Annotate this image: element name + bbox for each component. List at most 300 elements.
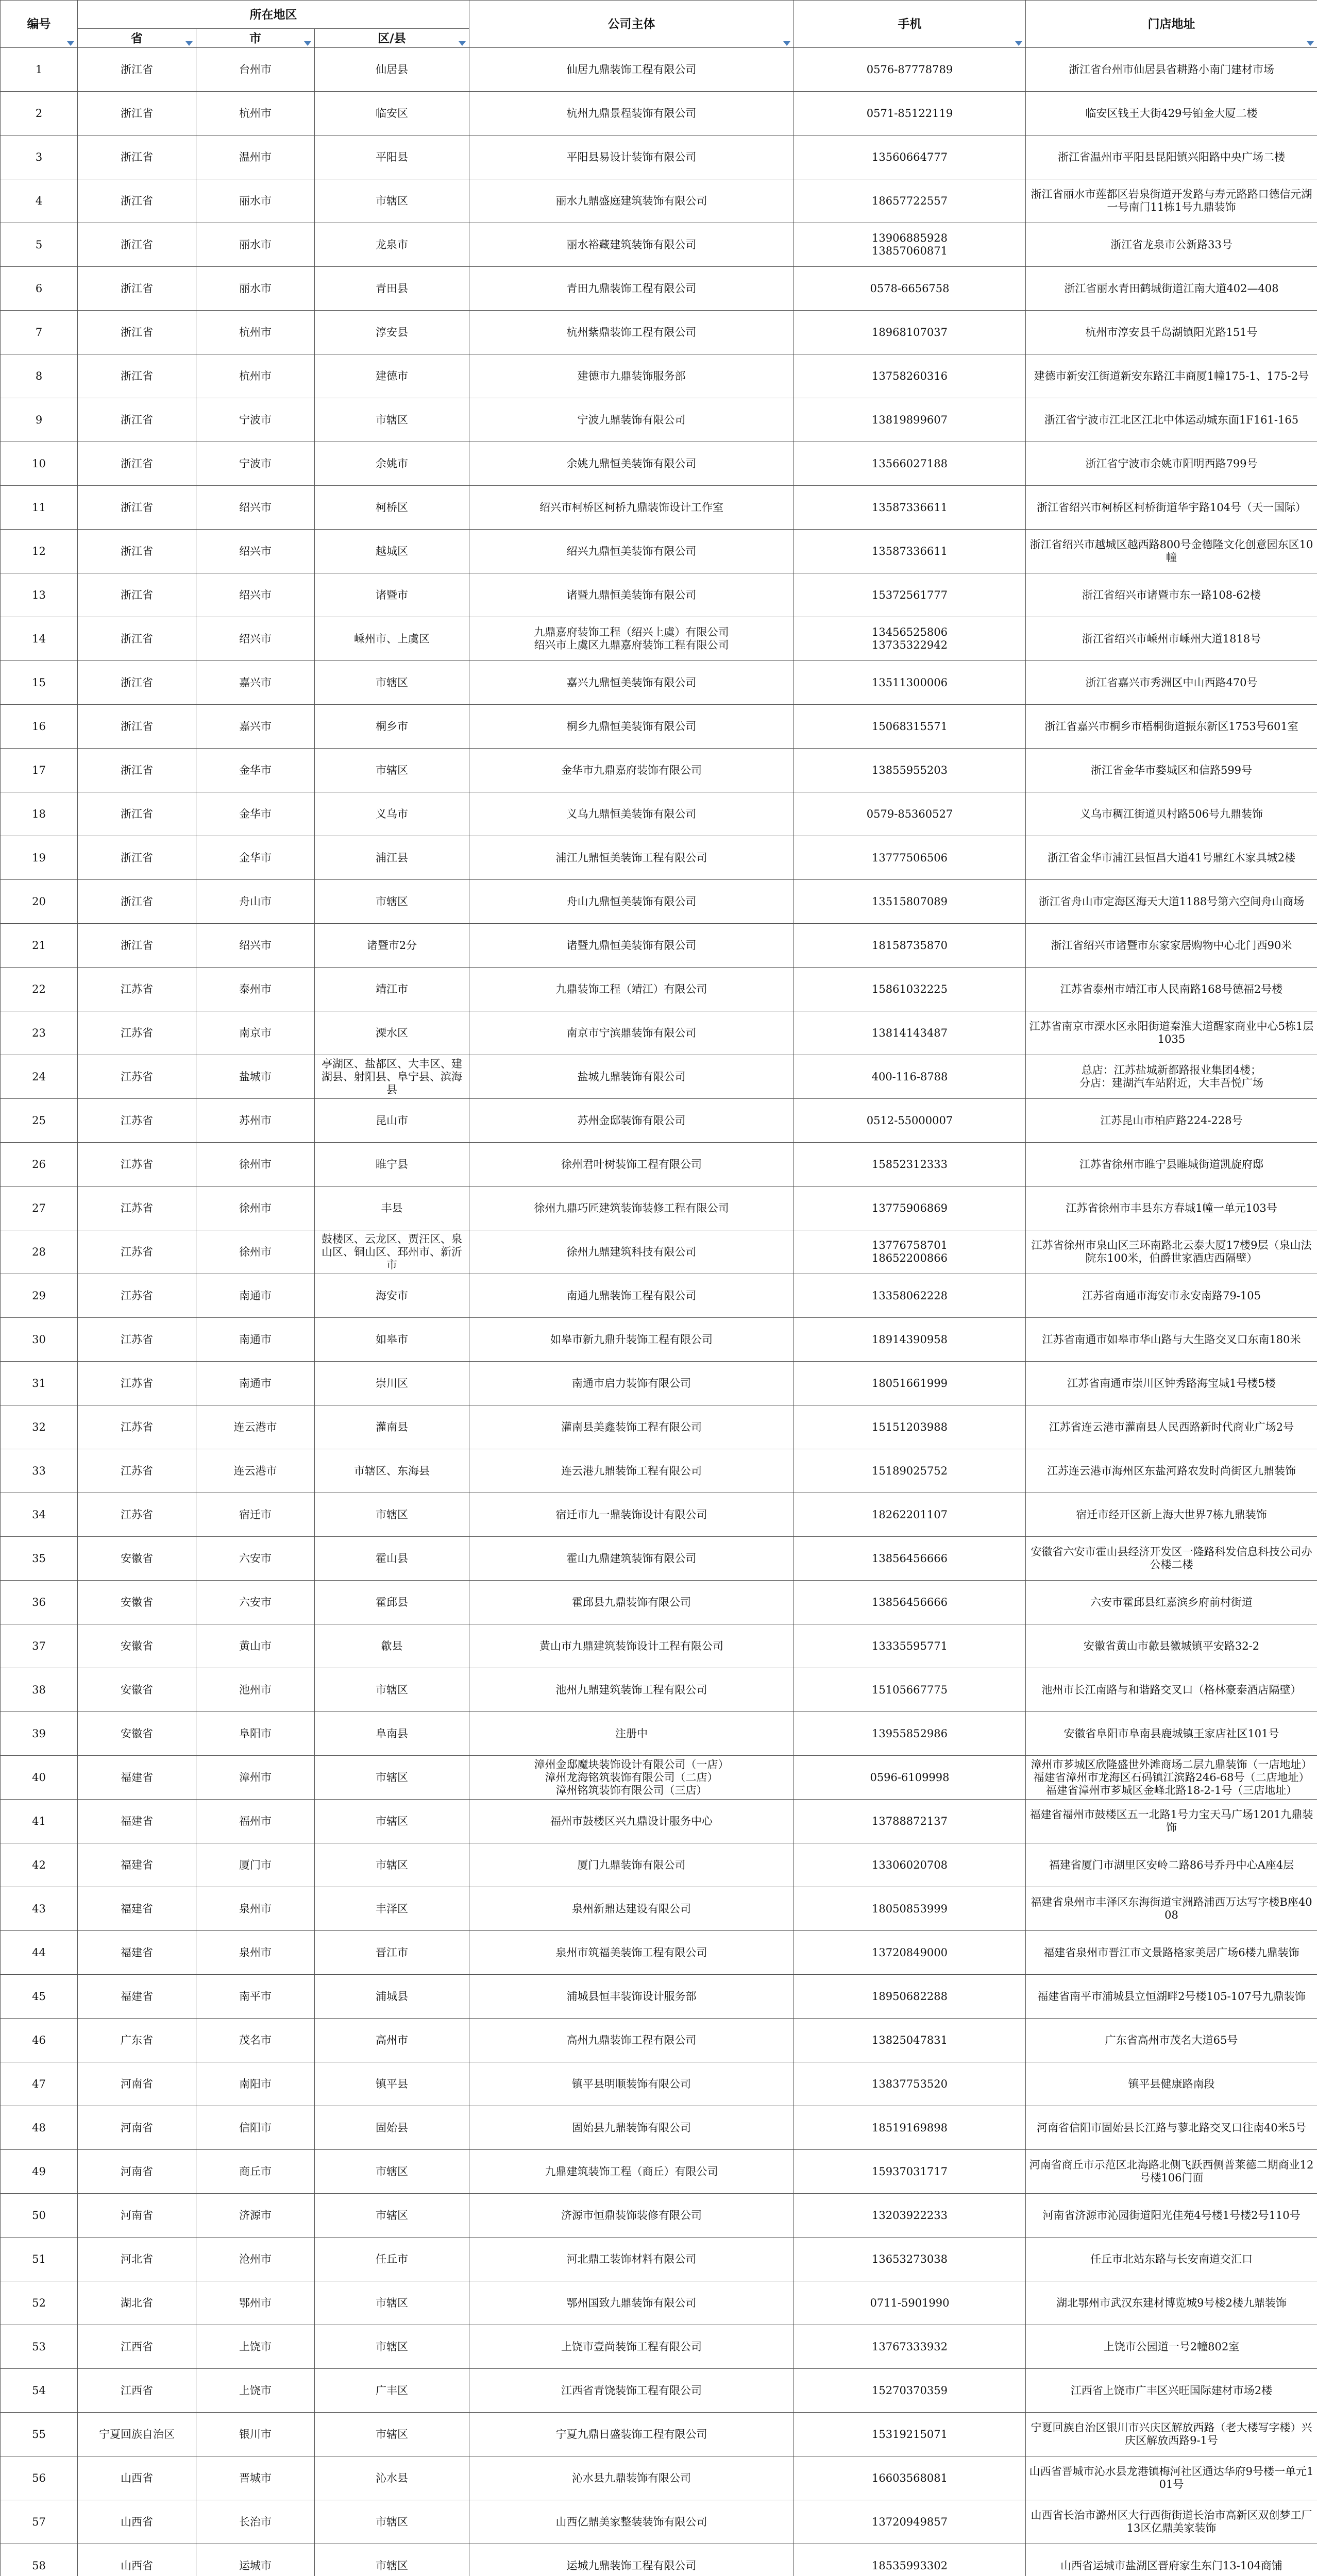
cell-company[interactable]: 宁波九鼎装饰有限公司 — [469, 398, 794, 442]
cell-no[interactable]: 16 — [1, 705, 78, 749]
cell-city[interactable]: 徐州市 — [196, 1143, 315, 1187]
cell-city[interactable]: 南通市 — [196, 1362, 315, 1405]
cell-phone[interactable]: 13587336611 — [794, 486, 1026, 530]
cell-no[interactable]: 46 — [1, 2019, 78, 2062]
cell-city[interactable]: 南平市 — [196, 1975, 315, 2019]
cell-district[interactable]: 义乌市 — [315, 792, 469, 836]
cell-city[interactable]: 长治市 — [196, 2500, 315, 2544]
cell-address[interactable]: 临安区钱王大街429号铂金大厦二楼 — [1026, 92, 1317, 135]
cell-address[interactable]: 福建省福州市鼓楼区五一北路1号力宝天马广场1201九鼎装饰 — [1026, 1800, 1317, 1843]
cell-phone[interactable]: 13825047831 — [794, 2019, 1026, 2062]
cell-district[interactable]: 靖江市 — [315, 968, 469, 1011]
cell-province[interactable]: 江苏省 — [78, 1187, 196, 1230]
table-row[interactable] — [1, 1887, 1317, 1931]
cell-company[interactable]: 绍兴九鼎恒美装饰有限公司 — [469, 530, 794, 573]
cell-province[interactable]: 江苏省 — [78, 1099, 196, 1143]
cell-no[interactable]: 31 — [1, 1362, 78, 1405]
cell-district[interactable]: 沁水县 — [315, 2456, 469, 2500]
table-row[interactable] — [1, 311, 1317, 354]
cell-no[interactable]: 43 — [1, 1887, 78, 1931]
cell-no[interactable]: 35 — [1, 1537, 78, 1581]
cell-company[interactable]: 金华市九鼎嘉府装饰有限公司 — [469, 749, 794, 792]
cell-district[interactable]: 浦江县 — [315, 836, 469, 880]
cell-city[interactable]: 泰州市 — [196, 968, 315, 1011]
filter-dropdown-icon[interactable] — [1015, 41, 1022, 46]
cell-phone[interactable]: 13856456666 — [794, 1537, 1026, 1581]
table-row[interactable] — [1, 1843, 1317, 1887]
cell-city[interactable]: 信阳市 — [196, 2106, 315, 2150]
cell-city[interactable]: 徐州市 — [196, 1230, 315, 1274]
table-row[interactable] — [1, 880, 1317, 924]
cell-phone[interactable]: 13776758701 18652200866 — [794, 1230, 1026, 1274]
cell-company[interactable]: 义乌九鼎恒美装饰有限公司 — [469, 792, 794, 836]
filter-dropdown-icon[interactable] — [304, 41, 311, 46]
cell-city[interactable]: 济源市 — [196, 2194, 315, 2238]
cell-district[interactable]: 桐乡市 — [315, 705, 469, 749]
cell-address[interactable]: 江苏省泰州市靖江市人民南路168号德福2号楼 — [1026, 968, 1317, 1011]
cell-company[interactable]: 连云港九鼎装饰工程有限公司 — [469, 1449, 794, 1493]
cell-district[interactable]: 诸暨市2分 — [315, 924, 469, 968]
cell-no[interactable]: 45 — [1, 1975, 78, 2019]
cell-city[interactable]: 南京市 — [196, 1011, 315, 1055]
cell-province[interactable]: 河南省 — [78, 2106, 196, 2150]
cell-district[interactable]: 鼓楼区、云龙区、贾汪区、泉山区、铜山区、邳州市、新沂市 — [315, 1230, 469, 1274]
cell-city[interactable]: 连云港市 — [196, 1405, 315, 1449]
cell-district[interactable]: 市辖区 — [315, 2544, 469, 2576]
cell-no[interactable]: 54 — [1, 2369, 78, 2413]
cell-address[interactable]: 江苏连云港市海州区东盐河路农发时尚街区九鼎装饰 — [1026, 1449, 1317, 1493]
cell-province[interactable]: 浙江省 — [78, 749, 196, 792]
table-row[interactable] — [1, 2281, 1317, 2325]
cell-company[interactable]: 厦门九鼎装饰有限公司 — [469, 1843, 794, 1887]
cell-no[interactable]: 22 — [1, 968, 78, 1011]
cell-city[interactable]: 黄山市 — [196, 1624, 315, 1668]
cell-address[interactable]: 江苏省南京市溧水区永阳街道秦淮大道醒家商业中心5栋1层1035 — [1026, 1011, 1317, 1055]
cell-city[interactable]: 金华市 — [196, 792, 315, 836]
cell-phone[interactable]: 15068315571 — [794, 705, 1026, 749]
table-row[interactable] — [1, 2238, 1317, 2281]
cell-district[interactable]: 仙居县 — [315, 48, 469, 92]
cell-no[interactable]: 9 — [1, 398, 78, 442]
table-row[interactable] — [1, 398, 1317, 442]
cell-province[interactable]: 江苏省 — [78, 1449, 196, 1493]
table-row[interactable] — [1, 2325, 1317, 2369]
cell-phone[interactable]: 13720949857 — [794, 2500, 1026, 2544]
cell-city[interactable]: 丽水市 — [196, 223, 315, 267]
cell-phone[interactable]: 13955852986 — [794, 1712, 1026, 1756]
cell-city[interactable]: 绍兴市 — [196, 573, 315, 617]
cell-province[interactable]: 江苏省 — [78, 1493, 196, 1537]
cell-phone[interactable]: 15189025752 — [794, 1449, 1026, 1493]
table-row[interactable] — [1, 530, 1317, 573]
cell-district[interactable]: 如皋市 — [315, 1318, 469, 1362]
cell-province[interactable]: 安徽省 — [78, 1537, 196, 1581]
cell-address[interactable]: 浙江省温州市平阳县昆阳镇兴阳路中央广场二楼 — [1026, 135, 1317, 179]
cell-address[interactable]: 福建省泉州市丰泽区东海街道宝洲路浦西万达写字楼B座4008 — [1026, 1887, 1317, 1931]
cell-address[interactable]: 江苏昆山市柏庐路224-228号 — [1026, 1099, 1317, 1143]
cell-district[interactable]: 市辖区、东海县 — [315, 1449, 469, 1493]
cell-city[interactable]: 宿迁市 — [196, 1493, 315, 1537]
cell-address[interactable]: 池州市长江南路与和谐路交叉口（格林豪泰酒店隔壁） — [1026, 1668, 1317, 1712]
cell-no[interactable]: 4 — [1, 179, 78, 223]
cell-address[interactable]: 浙江省龙泉市公新路33号 — [1026, 223, 1317, 267]
cell-province[interactable]: 山西省 — [78, 2500, 196, 2544]
cell-province[interactable]: 浙江省 — [78, 836, 196, 880]
cell-no[interactable]: 6 — [1, 267, 78, 311]
cell-no[interactable]: 51 — [1, 2238, 78, 2281]
cell-phone[interactable]: 13788872137 — [794, 1800, 1026, 1843]
cell-address[interactable]: 杭州市淳安县千岛湖镇阳光路151号 — [1026, 311, 1317, 354]
cell-company[interactable]: 上饶市壹尚装饰工程有限公司 — [469, 2325, 794, 2369]
cell-no[interactable]: 5 — [1, 223, 78, 267]
cell-district[interactable]: 诸暨市 — [315, 573, 469, 617]
cell-company[interactable]: 徐州君叶树装饰工程有限公司 — [469, 1143, 794, 1187]
cell-company[interactable]: 霍邱县九鼎装饰有限公司 — [469, 1581, 794, 1624]
cell-phone[interactable]: 13777506506 — [794, 836, 1026, 880]
cell-no[interactable]: 42 — [1, 1843, 78, 1887]
cell-address[interactable]: 江苏省南通市如皋市华山路与大生路交叉口东南180米 — [1026, 1318, 1317, 1362]
cell-district[interactable]: 霍邱县 — [315, 1581, 469, 1624]
cell-district[interactable]: 丰泽区 — [315, 1887, 469, 1931]
cell-address[interactable]: 安徽省黄山市歙县徽城镇平安路32-2 — [1026, 1624, 1317, 1668]
cell-company[interactable]: 泉州市筑福美装饰工程有限公司 — [469, 1931, 794, 1975]
cell-city[interactable]: 杭州市 — [196, 92, 315, 135]
cell-province[interactable]: 浙江省 — [78, 486, 196, 530]
cell-province[interactable]: 福建省 — [78, 1887, 196, 1931]
filter-dropdown-icon[interactable] — [1307, 41, 1314, 46]
cell-city[interactable]: 池州市 — [196, 1668, 315, 1712]
cell-province[interactable]: 浙江省 — [78, 442, 196, 486]
table-row[interactable] — [1, 1362, 1317, 1405]
cell-address[interactable]: 湖北鄂州市武汉东建材博览城9号楼2楼九鼎装饰 — [1026, 2281, 1317, 2325]
cell-no[interactable]: 53 — [1, 2325, 78, 2369]
cell-company[interactable]: 诸暨九鼎恒美装饰有限公司 — [469, 924, 794, 968]
cell-city[interactable]: 绍兴市 — [196, 617, 315, 661]
cell-address[interactable]: 山西省长治市潞州区大行西街街道长治市高新区双创梦工厂13区亿鼎美家装饰 — [1026, 2500, 1317, 2544]
table-row[interactable] — [1, 705, 1317, 749]
cell-no[interactable]: 36 — [1, 1581, 78, 1624]
cell-address[interactable]: 浙江省丽水市莲都区岩泉街道开发路与寿元路路口德信元湖一号南门11栋1号九鼎装饰 — [1026, 179, 1317, 223]
cell-address[interactable]: 宿迁市经开区新上海大世界7栋九鼎装饰 — [1026, 1493, 1317, 1537]
cell-province[interactable]: 河南省 — [78, 2150, 196, 2194]
cell-city[interactable]: 南通市 — [196, 1318, 315, 1362]
cell-address[interactable]: 总店：江苏盐城新都路报业集团4楼； 分店：建湖汽车站附近，大丰吾悦广场 — [1026, 1055, 1317, 1099]
cell-address[interactable]: 建德市新安江街道新安东路江丰商厦1幢175-1、175-2号 — [1026, 354, 1317, 398]
cell-province[interactable]: 安徽省 — [78, 1668, 196, 1712]
cell-address[interactable]: 漳州市芗城区欣隆盛世外滩商场二层九鼎装饰（一店地址） 福建省漳州市龙海区石码镇江滨路246-68号（二店地址） 福建省漳州市芗城区金峰北路18-2-1号（三店地址） — [1026, 1756, 1317, 1800]
table-row[interactable] — [1, 1581, 1317, 1624]
cell-no[interactable]: 28 — [1, 1230, 78, 1274]
cell-address[interactable]: 浙江省绍兴市诸暨市东家家居购物中心北门西90米 — [1026, 924, 1317, 968]
header-company[interactable]: 公司主体 — [469, 1, 794, 48]
cell-no[interactable]: 15 — [1, 661, 78, 705]
table-row[interactable] — [1, 179, 1317, 223]
header-phone[interactable]: 手机 — [794, 1, 1026, 48]
table-row[interactable] — [1, 2369, 1317, 2413]
cell-city[interactable]: 商丘市 — [196, 2150, 315, 2194]
cell-address[interactable]: 江西省上饶市广丰区兴旺国际建材市场2楼 — [1026, 2369, 1317, 2413]
cell-city[interactable]: 嘉兴市 — [196, 661, 315, 705]
cell-company[interactable]: 浦城县恒丰装饰设计服务部 — [469, 1975, 794, 2019]
cell-address[interactable]: 宁夏回族自治区银川市兴庆区解放西路（老大楼写字楼）兴庆区解放西路9-1号 — [1026, 2413, 1317, 2456]
table-row[interactable] — [1, 1624, 1317, 1668]
cell-district[interactable]: 晋江市 — [315, 1931, 469, 1975]
cell-district[interactable]: 任丘市 — [315, 2238, 469, 2281]
cell-phone[interactable]: 18657722557 — [794, 179, 1026, 223]
cell-phone[interactable]: 18262201107 — [794, 1493, 1026, 1537]
cell-province[interactable]: 河北省 — [78, 2238, 196, 2281]
cell-address[interactable]: 福建省泉州市晋江市文景路格家美居广场6楼九鼎装饰 — [1026, 1931, 1317, 1975]
cell-address[interactable]: 河南省商丘市示范区北海路北侧飞跃西侧普莱德二期商业12号楼106门面 — [1026, 2150, 1317, 2194]
table-row[interactable] — [1, 573, 1317, 617]
cell-company[interactable]: 浦江九鼎恒美装饰工程有限公司 — [469, 836, 794, 880]
cell-district[interactable]: 越城区 — [315, 530, 469, 573]
cell-company[interactable]: 池州九鼎建筑装饰工程有限公司 — [469, 1668, 794, 1712]
cell-district[interactable]: 青田县 — [315, 267, 469, 311]
cell-district[interactable]: 固始县 — [315, 2106, 469, 2150]
cell-province[interactable]: 福建省 — [78, 1975, 196, 2019]
cell-district[interactable]: 高州市 — [315, 2019, 469, 2062]
cell-city[interactable]: 南阳市 — [196, 2062, 315, 2106]
cell-no[interactable]: 8 — [1, 354, 78, 398]
cell-city[interactable]: 温州市 — [196, 135, 315, 179]
cell-district[interactable]: 市辖区 — [315, 749, 469, 792]
table-row[interactable] — [1, 1405, 1317, 1449]
cell-province[interactable]: 浙江省 — [78, 880, 196, 924]
cell-no[interactable]: 56 — [1, 2456, 78, 2500]
table-row[interactable] — [1, 1493, 1317, 1537]
filter-dropdown-icon[interactable] — [67, 41, 74, 46]
cell-company[interactable]: 仙居九鼎装饰工程有限公司 — [469, 48, 794, 92]
table-row[interactable] — [1, 1318, 1317, 1362]
cell-district[interactable]: 市辖区 — [315, 1668, 469, 1712]
cell-address[interactable]: 江苏省徐州市泉山区三环南路北云泰大厦17楼9层（泉山法院东100米，伯爵世家酒店西隔壁） — [1026, 1230, 1317, 1274]
cell-phone[interactable]: 13306020708 — [794, 1843, 1026, 1887]
cell-city[interactable]: 六安市 — [196, 1581, 315, 1624]
cell-phone[interactable]: 13814143487 — [794, 1011, 1026, 1055]
cell-district[interactable]: 市辖区 — [315, 880, 469, 924]
cell-phone[interactable]: 18914390958 — [794, 1318, 1026, 1362]
cell-phone[interactable]: 0576-87778789 — [794, 48, 1026, 92]
cell-district[interactable]: 睢宁县 — [315, 1143, 469, 1187]
cell-no[interactable]: 1 — [1, 48, 78, 92]
table-row[interactable] — [1, 1055, 1317, 1099]
cell-company[interactable]: 济源市恒鼎装饰装修有限公司 — [469, 2194, 794, 2238]
cell-district[interactable]: 淳安县 — [315, 311, 469, 354]
table-row[interactable] — [1, 135, 1317, 179]
cell-province[interactable]: 江苏省 — [78, 1011, 196, 1055]
cell-company[interactable]: 诸暨九鼎恒美装饰有限公司 — [469, 573, 794, 617]
cell-province[interactable]: 浙江省 — [78, 573, 196, 617]
cell-province[interactable]: 浙江省 — [78, 267, 196, 311]
cell-company[interactable]: 丽水九鼎盛庭建筑装饰有限公司 — [469, 179, 794, 223]
cell-city[interactable]: 晋城市 — [196, 2456, 315, 2500]
cell-company[interactable]: 沁水县九鼎装饰有限公司 — [469, 2456, 794, 2500]
cell-no[interactable]: 3 — [1, 135, 78, 179]
table-row[interactable] — [1, 486, 1317, 530]
cell-phone[interactable]: 0596-6109998 — [794, 1756, 1026, 1800]
table-row[interactable] — [1, 267, 1317, 311]
cell-province[interactable]: 河南省 — [78, 2062, 196, 2106]
cell-address[interactable]: 浙江省金华市婺城区和信路599号 — [1026, 749, 1317, 792]
cell-phone[interactable]: 13358062228 — [794, 1274, 1026, 1318]
table-row[interactable] — [1, 2106, 1317, 2150]
cell-province[interactable]: 浙江省 — [78, 48, 196, 92]
cell-phone[interactable]: 0578-6656758 — [794, 267, 1026, 311]
cell-phone[interactable]: 13587336611 — [794, 530, 1026, 573]
cell-district[interactable]: 海安市 — [315, 1274, 469, 1318]
table-row[interactable] — [1, 223, 1317, 267]
cell-district[interactable]: 浦城县 — [315, 1975, 469, 2019]
table-row[interactable] — [1, 1800, 1317, 1843]
header-no[interactable]: 编号 — [1, 1, 78, 48]
table-row[interactable] — [1, 749, 1317, 792]
cell-phone[interactable]: 0579-85360527 — [794, 792, 1026, 836]
table-row[interactable] — [1, 2019, 1317, 2062]
cell-no[interactable]: 58 — [1, 2544, 78, 2576]
table-row[interactable] — [1, 968, 1317, 1011]
cell-province[interactable]: 浙江省 — [78, 924, 196, 968]
table-row[interactable] — [1, 442, 1317, 486]
cell-address[interactable]: 安徽省阜阳市阜南县鹿城镇王家店社区101号 — [1026, 1712, 1317, 1756]
cell-address[interactable]: 福建省厦门市湖里区安岭二路86号乔丹中心A座4层 — [1026, 1843, 1317, 1887]
cell-district[interactable]: 市辖区 — [315, 1756, 469, 1800]
cell-company[interactable]: 江西省青饶装饰工程有限公司 — [469, 2369, 794, 2413]
cell-city[interactable]: 台州市 — [196, 48, 315, 92]
cell-no[interactable]: 18 — [1, 792, 78, 836]
cell-phone[interactable]: 13758260316 — [794, 354, 1026, 398]
cell-city[interactable]: 上饶市 — [196, 2325, 315, 2369]
cell-phone[interactable]: 15372561777 — [794, 573, 1026, 617]
cell-province[interactable]: 福建省 — [78, 1800, 196, 1843]
cell-district[interactable]: 市辖区 — [315, 1800, 469, 1843]
cell-phone[interactable]: 13653273038 — [794, 2238, 1026, 2281]
cell-province[interactable]: 浙江省 — [78, 354, 196, 398]
cell-address[interactable]: 浙江省嘉兴市桐乡市梧桐街道振东新区1753号601室 — [1026, 705, 1317, 749]
cell-address[interactable]: 山西省晋城市沁水县龙港镇梅河社区通达华府9号楼一单元101号 — [1026, 2456, 1317, 2500]
table-row[interactable] — [1, 2544, 1317, 2576]
cell-district[interactable]: 亭湖区、盐都区、大丰区、建湖县、射阳县、阜宁县、滨海县 — [315, 1055, 469, 1099]
cell-address[interactable]: 江苏省徐州市丰县东方春城1幢一单元103号 — [1026, 1187, 1317, 1230]
table-row[interactable] — [1, 617, 1317, 661]
cell-province[interactable]: 安徽省 — [78, 1581, 196, 1624]
cell-address[interactable]: 浙江省绍兴市柯桥区柯桥街道华宇路104号（天一国际） — [1026, 486, 1317, 530]
table-row[interactable] — [1, 48, 1317, 92]
cell-phone[interactable]: 15937031717 — [794, 2150, 1026, 2194]
cell-company[interactable]: 霍山九鼎建筑装饰有限公司 — [469, 1537, 794, 1581]
table-row[interactable] — [1, 1011, 1317, 1055]
cell-company[interactable]: 嘉兴九鼎恒美装饰有限公司 — [469, 661, 794, 705]
cell-phone[interactable]: 0571-85122119 — [794, 92, 1026, 135]
cell-province[interactable]: 宁夏回族自治区 — [78, 2413, 196, 2456]
cell-phone[interactable]: 18968107037 — [794, 311, 1026, 354]
cell-district[interactable]: 市辖区 — [315, 2500, 469, 2544]
cell-city[interactable]: 沧州市 — [196, 2238, 315, 2281]
cell-no[interactable]: 40 — [1, 1756, 78, 1800]
cell-company[interactable]: 南通市启力装饰有限公司 — [469, 1362, 794, 1405]
cell-no[interactable]: 12 — [1, 530, 78, 573]
cell-province[interactable]: 河南省 — [78, 2194, 196, 2238]
cell-company[interactable]: 舟山九鼎恒美装饰有限公司 — [469, 880, 794, 924]
filter-dropdown-icon[interactable] — [185, 41, 193, 46]
cell-phone[interactable]: 13856456666 — [794, 1581, 1026, 1624]
cell-address[interactable]: 浙江省舟山市定海区海天大道1188号第六空间舟山商场 — [1026, 880, 1317, 924]
cell-district[interactable]: 市辖区 — [315, 2281, 469, 2325]
cell-company[interactable]: 余姚九鼎恒美装饰有限公司 — [469, 442, 794, 486]
cell-company[interactable]: 绍兴市柯桥区柯桥九鼎装饰设计工作室 — [469, 486, 794, 530]
cell-address[interactable]: 任丘市北站东路与长安南道交汇口 — [1026, 2238, 1317, 2281]
cell-city[interactable]: 福州市 — [196, 1800, 315, 1843]
cell-no[interactable]: 2 — [1, 92, 78, 135]
cell-company[interactable]: 福州市鼓楼区兴九鼎设计服务中心 — [469, 1800, 794, 1843]
cell-city[interactable]: 绍兴市 — [196, 486, 315, 530]
cell-phone[interactable]: 13515807089 — [794, 880, 1026, 924]
cell-company[interactable]: 桐乡九鼎恒美装饰有限公司 — [469, 705, 794, 749]
cell-address[interactable]: 浙江省绍兴市诸暨市东一路108-62楼 — [1026, 573, 1317, 617]
cell-no[interactable]: 23 — [1, 1011, 78, 1055]
cell-company[interactable]: 南通九鼎装饰工程有限公司 — [469, 1274, 794, 1318]
table-row[interactable] — [1, 1668, 1317, 1712]
table-row[interactable] — [1, 1931, 1317, 1975]
cell-no[interactable]: 50 — [1, 2194, 78, 2238]
cell-no[interactable]: 19 — [1, 836, 78, 880]
cell-city[interactable]: 丽水市 — [196, 267, 315, 311]
table-row[interactable] — [1, 836, 1317, 880]
cell-phone[interactable]: 13837753520 — [794, 2062, 1026, 2106]
table-row[interactable] — [1, 354, 1317, 398]
cell-province[interactable]: 江苏省 — [78, 1362, 196, 1405]
cell-address[interactable]: 浙江省宁波市余姚市阳明西路799号 — [1026, 442, 1317, 486]
cell-city[interactable]: 宁波市 — [196, 442, 315, 486]
cell-district[interactable]: 歙县 — [315, 1624, 469, 1668]
table-row[interactable] — [1, 924, 1317, 968]
cell-phone[interactable]: 13906885928 13857060871 — [794, 223, 1026, 267]
header-district[interactable]: 区/县 — [315, 29, 469, 48]
cell-city[interactable]: 南通市 — [196, 1274, 315, 1318]
cell-address[interactable]: 河南省济源市沁园街道阳光佳苑4号楼1号楼2号110号 — [1026, 2194, 1317, 2238]
cell-address[interactable]: 义乌市稠江街道贝村路506号九鼎装饰 — [1026, 792, 1317, 836]
cell-no[interactable]: 39 — [1, 1712, 78, 1756]
cell-no[interactable]: 29 — [1, 1274, 78, 1318]
cell-company[interactable]: 丽水裕藏建筑装饰有限公司 — [469, 223, 794, 267]
cell-address[interactable]: 上饶市公园道一号2幢802室 — [1026, 2325, 1317, 2369]
cell-company[interactable]: 河北鼎工装饰材料有限公司 — [469, 2238, 794, 2281]
cell-district[interactable]: 昆山市 — [315, 1099, 469, 1143]
table-row[interactable] — [1, 661, 1317, 705]
cell-no[interactable]: 32 — [1, 1405, 78, 1449]
cell-city[interactable]: 嘉兴市 — [196, 705, 315, 749]
cell-province[interactable]: 福建省 — [78, 1843, 196, 1887]
table-row[interactable] — [1, 1756, 1317, 1800]
cell-company[interactable]: 漳州金邸魔块装饰设计有限公司（一店） 漳州龙海铭筑装饰有限公司（二店） 漳州铭筑装饰有限公司（三店） — [469, 1756, 794, 1800]
cell-phone[interactable]: 15852312333 — [794, 1143, 1026, 1187]
cell-company[interactable]: 运城九鼎装饰工程有限公司 — [469, 2544, 794, 2576]
cell-company[interactable]: 建德市九鼎装饰服务部 — [469, 354, 794, 398]
cell-district[interactable]: 市辖区 — [315, 2325, 469, 2369]
cell-company[interactable]: 南京市宁滨鼎装饰有限公司 — [469, 1011, 794, 1055]
cell-company[interactable]: 宁夏九鼎日盛装饰工程有限公司 — [469, 2413, 794, 2456]
cell-province[interactable]: 福建省 — [78, 1931, 196, 1975]
cell-phone[interactable]: 13775906869 — [794, 1187, 1026, 1230]
cell-address[interactable]: 浙江省绍兴市嵊州市嵊州大道1818号 — [1026, 617, 1317, 661]
cell-province[interactable]: 浙江省 — [78, 311, 196, 354]
cell-province[interactable]: 浙江省 — [78, 705, 196, 749]
cell-no[interactable]: 17 — [1, 749, 78, 792]
cell-no[interactable]: 11 — [1, 486, 78, 530]
cell-phone[interactable]: 16603568081 — [794, 2456, 1026, 2500]
cell-no[interactable]: 52 — [1, 2281, 78, 2325]
cell-district[interactable]: 平阳县 — [315, 135, 469, 179]
